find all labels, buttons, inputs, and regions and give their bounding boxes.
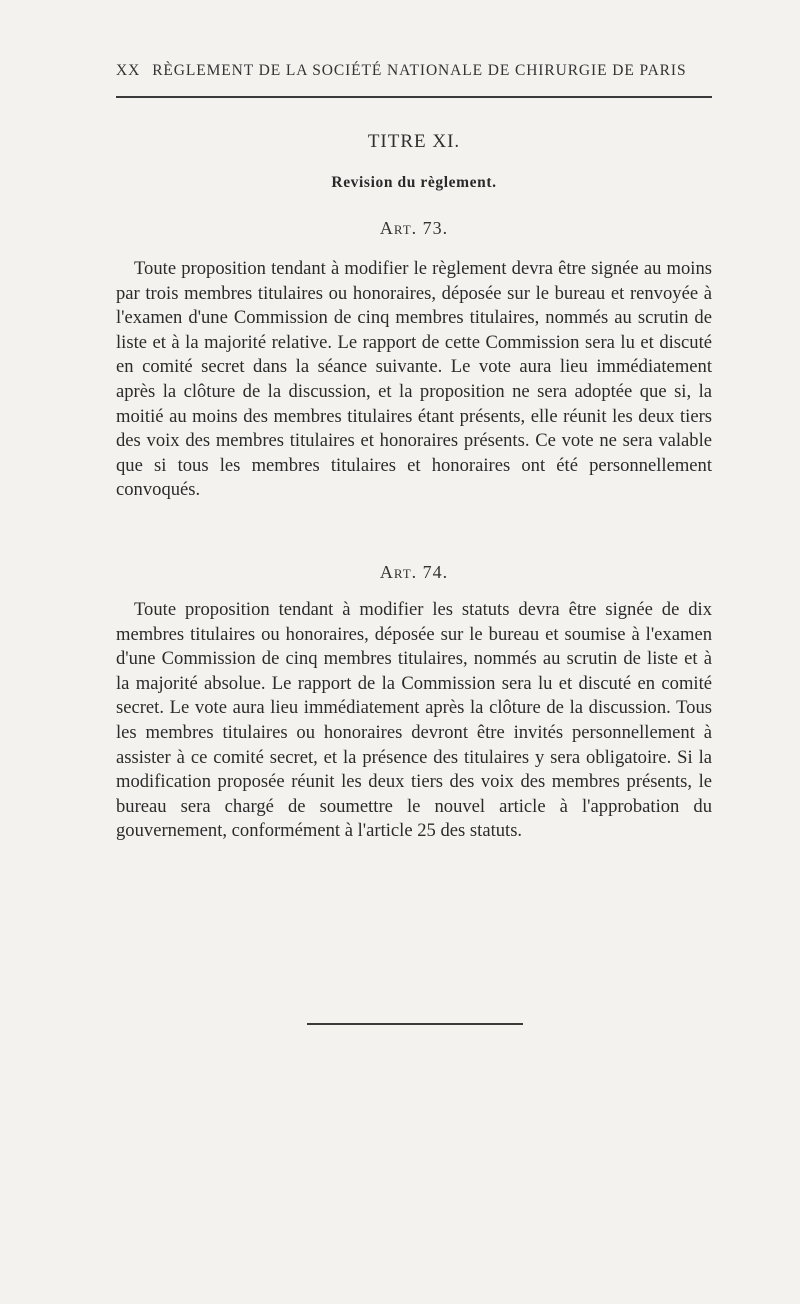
running-head xyxy=(116,62,712,80)
page-number: XX xyxy=(116,62,141,79)
article-73-heading: Art. 73. xyxy=(379,218,449,238)
article-73-text: Toute proposition tendant à modifier le règlement devra être signée au moins par trois membres titulaires ou honoraires, déposée sur le bureau et renvoyée à l'examen d'une Commission de cinq membres titulaires, nommés au scrutin de liste et à la majorité relative. Le rapport de cette Commission sera lu et discuté en comité secret dans la séance suivante. Le vote aura lieu immédiatement après la clôture de la discussion, et la proposition ne sera adoptée que si, la moitié au moins des membres titulaires étant présents, elle réunit les deux tiers des voix des membres titulaires et honoraires présents. Ce vote ne sera valable que si tous les membres titulaires et honoraires ont été personnellement convoqués. xyxy=(116,258,712,501)
article-74-text: Toute proposition tendant à modifier les statuts devra être signée de dix membres titulaires ou honoraires, déposée sur le bureau et soumise à l'examen d'une Commission de cinq membres titulaires, nommés au scrutin de liste et à la majorité absolue. Le rapport de la Commission sera lu et discuté en comité secret. Le vote aura lieu immédiatement après la clôture de la discussion. Tous les membres titulaires ou honoraires devront être invités personnellement à assister à ce comité secret, et la présence des titulaires y sera obligatoire. Si la modification proposée réunit les deux tiers des voix des membres présents, le bureau sera chargé de soumettre le nouvel article à l'approbation du gouvernement, conformément à l'article 25 des statuts. xyxy=(116,599,712,842)
section-subtitle: Revision du règlement. xyxy=(331,174,497,191)
article-74-heading: Art. 74. xyxy=(379,562,449,582)
running-head-title: RÈGLEMENT DE LA SOCIÉTÉ NATIONALE DE CHIRURGIE DE PARIS xyxy=(152,62,687,79)
section-title: TITRE XI. xyxy=(367,131,461,152)
header-rule xyxy=(116,96,712,98)
closing-rule xyxy=(307,1023,523,1025)
